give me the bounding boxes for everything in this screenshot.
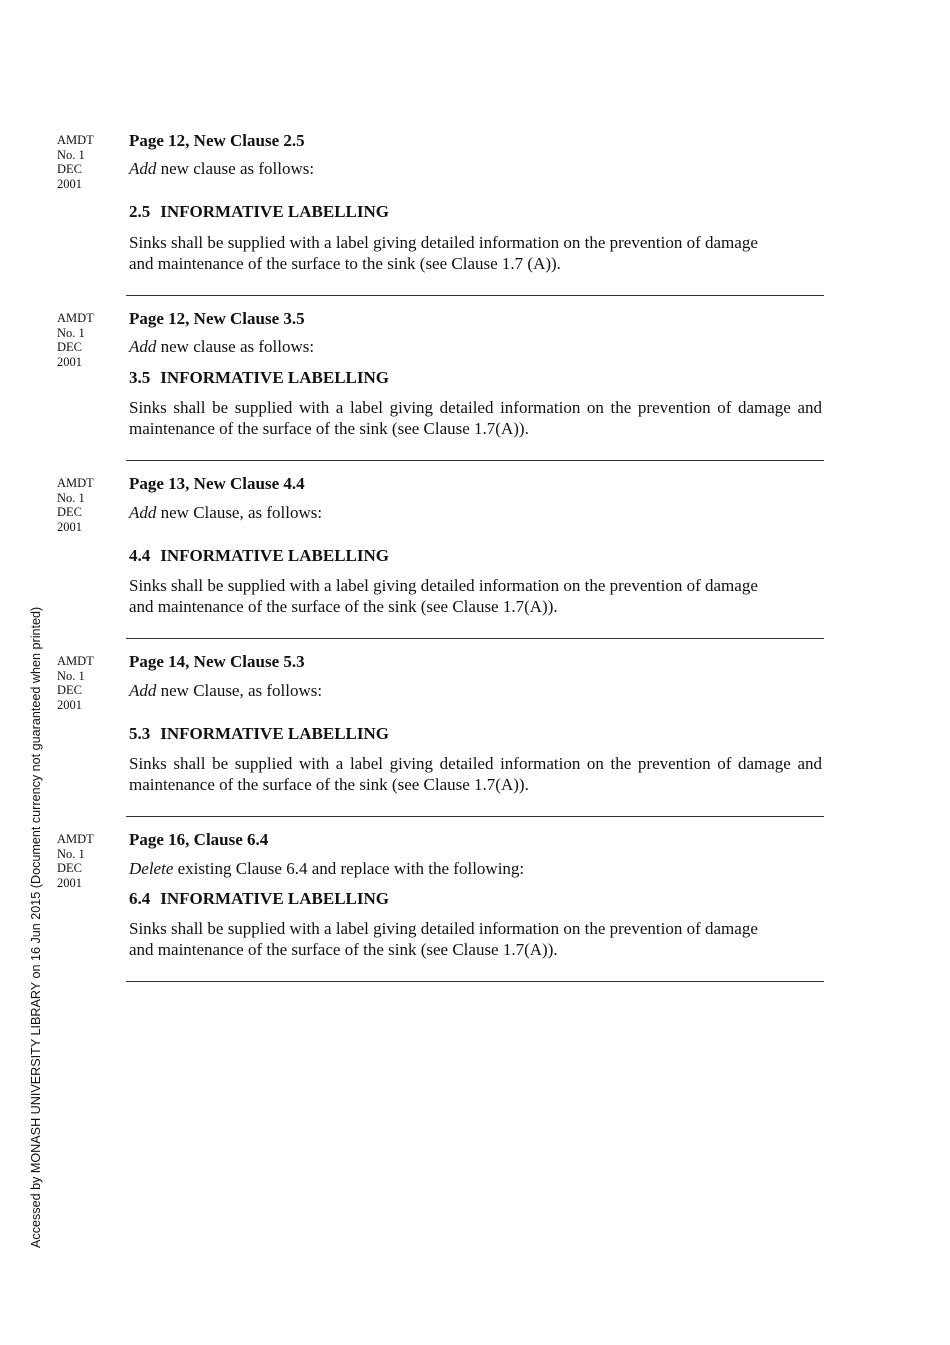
clause-body: Sinks shall be supplied with a label giving detailed information on the prevention of damage and maintenance of the surface of the sink (see Clause 1.7(A)).	[129, 919, 758, 959]
section-divider	[126, 816, 824, 817]
side-access-note: Accessed by MONASH UNIVERSITY LIBRARY on 16 Jun 2015 (Document currency not guaranteed when printed)	[29, 606, 43, 1248]
clause-body: Sinks shall be supplied with a label giving detailed information on the prevention of damage and maintenance of the surface to the sink (see Clause 1.7 (A)).	[129, 233, 758, 273]
section-divider	[126, 295, 824, 296]
page-reference: Page 14, New Clause 5.3	[129, 652, 305, 671]
amendment-instruction: Delete existing Clause 6.4 and replace with the following:	[129, 859, 525, 878]
clause-heading: 5.3 INFORMATIVE LABELLING	[129, 724, 389, 743]
page-reference: Page 12, New Clause 2.5	[129, 131, 305, 150]
clause-body: Sinks shall be supplied with a label giving detailed information on the prevention of damage and maintenance of the surface of the sink (see Clause 1.7(A)).	[129, 754, 822, 794]
page-reference: Page 13, New Clause 4.4	[129, 474, 305, 493]
clause-heading: 4.4 INFORMATIVE LABELLING	[129, 546, 389, 565]
section-divider	[126, 460, 824, 461]
amendment-marker: AMDT No. 1 DEC 2001	[57, 476, 94, 534]
clause-heading: 2.5 INFORMATIVE LABELLING	[129, 202, 389, 221]
page-reference: Page 12, New Clause 3.5	[129, 309, 305, 328]
clause-heading: 3.5 INFORMATIVE LABELLING	[129, 368, 389, 387]
amendment-instruction: Add new Clause, as follows:	[129, 681, 323, 700]
clause-body: Sinks shall be supplied with a label giving detailed information on the prevention of damage and maintenance of the surface of the sink (see Clause 1.7(A)).	[129, 576, 758, 616]
amendment-instruction: Add new clause as follows:	[129, 159, 315, 178]
clause-body: Sinks shall be supplied with a label giving detailed information on the prevention of damage and maintenance of the surface of the sink (see Clause 1.7(A)).	[129, 398, 822, 438]
page-reference: Page 16, Clause 6.4	[129, 830, 269, 849]
amendment-marker: AMDT No. 1 DEC 2001	[57, 832, 94, 890]
section-divider	[126, 981, 824, 982]
amendment-instruction: Add new Clause, as follows:	[129, 503, 323, 522]
amendment-marker: AMDT No. 1 DEC 2001	[57, 311, 94, 369]
section-divider	[126, 638, 824, 639]
clause-heading: 6.4 INFORMATIVE LABELLING	[129, 889, 389, 908]
amendment-marker: AMDT No. 1 DEC 2001	[57, 654, 94, 712]
amendment-instruction: Add new clause as follows:	[129, 337, 315, 356]
amendment-marker: AMDT No. 1 DEC 2001	[57, 133, 94, 191]
